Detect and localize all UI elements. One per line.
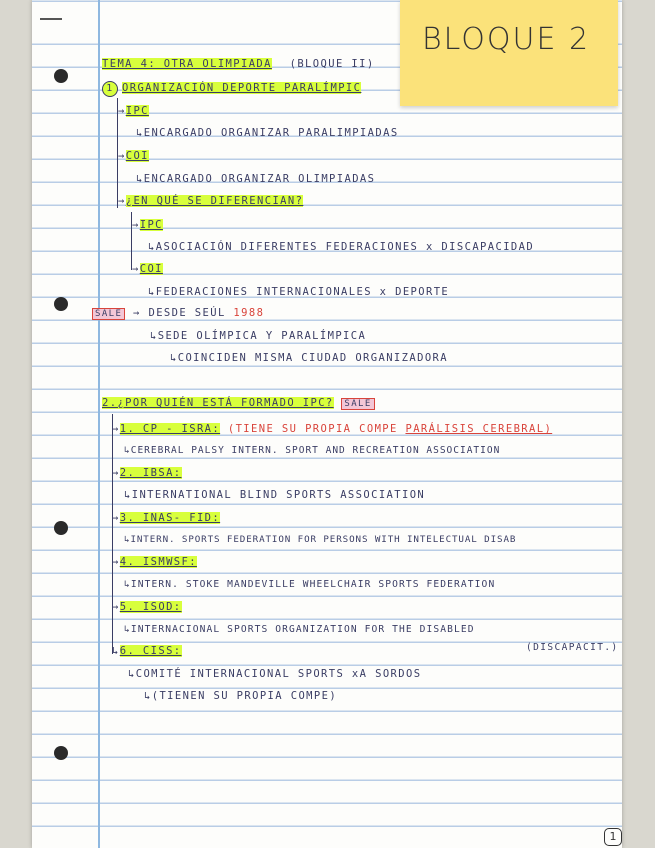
member-description: ↳CEREBRAL PALSY INTERN. SPORT AND RECREATION ASSOCIATION bbox=[124, 445, 501, 456]
section-1-title bbox=[102, 81, 361, 97]
member-description-extra: (DISCAPACIT.) bbox=[526, 642, 619, 653]
since-seoul-line: SALE → DESDE SEÚL 1988 bbox=[92, 307, 264, 319]
difference-question-text: ¿EN QUÉ SE DIFERENCIAN? bbox=[125, 195, 304, 207]
member-desc-text: INTERN. STOKE MANDEVILLE WHEELCHAIR SPORTS FEDERATION bbox=[130, 579, 496, 590]
member-label: 1. CP - ISRA: bbox=[119, 423, 221, 435]
topic-aside: (BLOQUE II) bbox=[289, 58, 375, 70]
coi2-node: →COI bbox=[132, 263, 163, 275]
coi-node: →COI bbox=[118, 150, 149, 162]
member-item: →4. ISMWSF: bbox=[112, 556, 197, 568]
member-description: ↳INTERN. SPORTS FEDERATION FOR PERSONS WITH INTELECTUAL DISAB bbox=[124, 534, 517, 545]
member-desc-extra-text: (TIENEN SU PROPIA COMPE) bbox=[151, 690, 338, 702]
member-item: ↳6. CISS: bbox=[112, 645, 182, 657]
coinciden-line: ↳COINCIDEN MISMA CIUDAD ORGANIZADORA bbox=[170, 352, 448, 364]
member-item: →3. INAS- FID: bbox=[112, 512, 221, 524]
coi2-desc-text: FEDERACIONES INTERNACIONALES x DEPORTE bbox=[155, 286, 450, 298]
member-label: 5. ISOD: bbox=[119, 601, 182, 613]
ipc-label: IPC bbox=[125, 105, 149, 117]
ipc-description: ↳ENCARGADO ORGANIZAR PARALIMPIADAS bbox=[136, 127, 399, 139]
member-description: ↳INTERNATIONAL BLIND SPORTS ASSOCIATION bbox=[124, 489, 426, 501]
notebook-page bbox=[32, 0, 622, 848]
member-item: →1. CP - ISRA: (TIENE SU PROPIA COMPE PARÁLISIS CEREBRAL) bbox=[112, 423, 553, 435]
member-label: 4. ISMWSF: bbox=[119, 556, 197, 568]
punch-hole bbox=[54, 69, 68, 83]
member-description: ↳INTERNACIONAL SPORTS ORGANIZATION FOR THE DISABLED bbox=[124, 624, 475, 635]
coi-label: COI bbox=[125, 150, 149, 162]
member-note-red: PARÁLISIS CEREBRAL) bbox=[405, 423, 553, 435]
member-label: 2. IBSA: bbox=[119, 467, 182, 479]
member-desc-text: INTERNATIONAL BLIND SPORTS ASSOCIATION bbox=[131, 489, 426, 501]
member-desc-text: CEREBRAL PALSY INTERN. SPORT AND RECREATION ASSOCIATION bbox=[130, 445, 501, 456]
punch-hole bbox=[54, 521, 68, 535]
member-item: →2. IBSA: bbox=[112, 467, 182, 479]
sale-badge: SALE bbox=[341, 398, 374, 410]
member-description: ↳INTERN. STOKE MANDEVILLE WHEELCHAIR SPORTS FEDERATION bbox=[124, 579, 496, 590]
sticky-note-label: BLOQUE 2 bbox=[422, 22, 591, 57]
member-desc-text: INTERNACIONAL SPORTS ORGANIZATION FOR THE DISABLED bbox=[130, 624, 475, 635]
ipc-desc-text: ENCARGADO ORGANIZAR PARALIMPIADAS bbox=[143, 127, 399, 139]
member-description: ↳COMITÉ INTERNACIONAL SPORTS xA SORDOS bbox=[128, 668, 422, 680]
section-2-title bbox=[102, 397, 375, 409]
ipc2-description: ↳ASOCIACIÓN DIFERENTES FEDERACIONES x DISCAPACIDAD bbox=[148, 241, 535, 253]
member-note: (TIENE SU PROPIA COMPE bbox=[227, 423, 398, 435]
since-seoul-text: DESDE SEÚL bbox=[148, 307, 226, 319]
coi-description: ↳ENCARGADO ORGANIZAR OLIMPIADAS bbox=[136, 173, 376, 185]
punch-hole bbox=[54, 746, 68, 760]
sticky-note bbox=[400, 0, 618, 106]
member-desc-text: INTERN. SPORTS FEDERATION FOR PERSONS WITH INTELECTUAL DISAB bbox=[130, 534, 517, 545]
tree-line bbox=[112, 414, 113, 654]
member-desc-text: COMITÉ INTERNACIONAL SPORTS xA SORDOS bbox=[135, 668, 422, 680]
punch-hole bbox=[54, 297, 68, 311]
year-1988: 1988 bbox=[233, 307, 265, 319]
member-label: 6. CISS: bbox=[119, 645, 182, 657]
section-number: 1 bbox=[102, 81, 118, 97]
difference-question: →¿EN QUÉ SE DIFERENCIAN? bbox=[118, 195, 304, 207]
ipc2-node: →IPC bbox=[132, 219, 163, 231]
sede-text: SEDE OLÍMPICA Y PARALÍMPICA bbox=[157, 330, 367, 342]
member-description-extra: ↳(TIENEN SU PROPIA COMPE) bbox=[144, 690, 338, 702]
ipc2-label: IPC bbox=[139, 219, 163, 231]
section-2-title-text: 2.¿POR QUIÉN ESTÁ FORMADO IPC? bbox=[102, 397, 334, 409]
section-title-text: ORGANIZACIÓN DEPORTE PARALÍMPIC bbox=[122, 82, 362, 94]
ipc-node: →IPC bbox=[118, 105, 149, 117]
sale-badge: SALE bbox=[92, 308, 125, 320]
coi-desc-text: ENCARGADO ORGANIZAR OLIMPIADAS bbox=[143, 173, 376, 185]
sede-line: ↳SEDE OLÍMPICA Y PARALÍMPICA bbox=[150, 330, 367, 342]
pen-mark bbox=[40, 18, 62, 20]
topic-heading bbox=[102, 58, 375, 70]
coi2-description: ↳FEDERACIONES INTERNACIONALES x DEPORTE bbox=[148, 286, 450, 298]
topic-title: TEMA 4: OTRA OLIMPIADA bbox=[102, 58, 272, 70]
page-number: 1 bbox=[604, 828, 622, 846]
ipc2-desc-text: ASOCIACIÓN DIFERENTES FEDERACIONES x DISCAPACIDAD bbox=[155, 241, 535, 253]
member-item: →5. ISOD: bbox=[112, 601, 182, 613]
margin-line bbox=[98, 0, 100, 848]
coinciden-text: COINCIDEN MISMA CIUDAD ORGANIZADORA bbox=[177, 352, 448, 364]
coi2-label: COI bbox=[139, 263, 163, 275]
member-label: 3. INAS- FID: bbox=[119, 512, 221, 524]
